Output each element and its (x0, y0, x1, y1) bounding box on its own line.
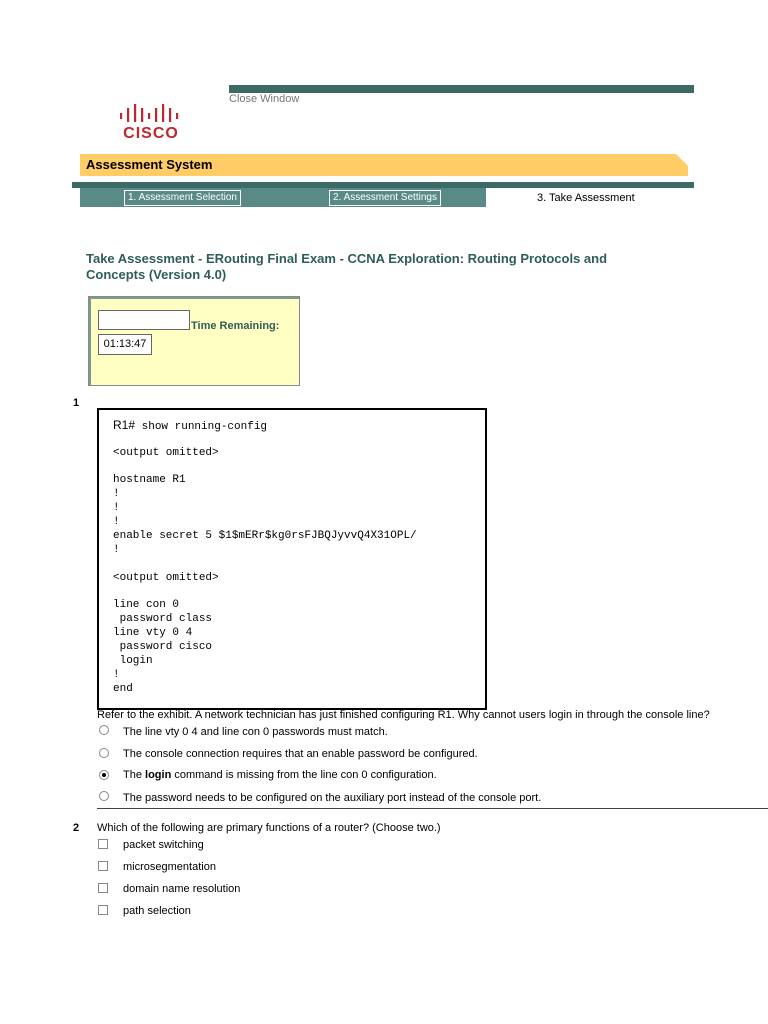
answer-checkbox[interactable] (98, 883, 108, 893)
answer-radio[interactable] (99, 748, 109, 758)
exhibit-line: ! (113, 669, 120, 681)
exhibit-command: show running-config (135, 421, 268, 433)
time-remaining-label: Time Remaining: (191, 320, 280, 332)
answer-option-pre: The (123, 769, 146, 781)
answer-radio[interactable] (99, 725, 109, 735)
page-title: Take Assessment - ERouting Final Exam - CCNA Exploration: Routing Protocols and Concepts (Version 4.0) (86, 251, 608, 282)
exhibit-line: password class (113, 613, 213, 625)
answer-option: packet switching (123, 839, 204, 851)
exhibit-line: end (113, 683, 133, 695)
answer-radio[interactable] (99, 791, 109, 801)
answer-checkbox[interactable] (98, 905, 108, 915)
question-text: Refer to the exhibit. A network technician has just finished configuring R1. Why cannot users login in through the console line? (97, 709, 710, 721)
step-assessment-selection[interactable]: 1. Assessment Selection (124, 190, 241, 206)
exhibit-line: line vty 0 4 (113, 627, 193, 639)
question-divider (97, 808, 768, 809)
answer-option: The line vty 0 4 and line con 0 passwords must match. (123, 726, 388, 738)
answer-option: domain name resolution (123, 883, 241, 895)
close-window-link[interactable]: Close Window (229, 93, 300, 105)
exhibit-line: <output omitted> (113, 572, 219, 584)
answer-option: The console connection requires that an enable password be configured. (123, 748, 478, 760)
answer-option: path selection (123, 905, 191, 917)
exhibit-line: <output omitted> (113, 447, 219, 459)
banner-corner-icon (676, 154, 688, 176)
exhibit-line: login (113, 655, 153, 667)
answer-option-keyword: login (145, 769, 172, 781)
answer-checkbox[interactable] (98, 839, 108, 849)
answer-option: The password needs to be configured on the auxiliary port instead of the console port. (123, 792, 542, 804)
exhibit-line: ! (113, 544, 120, 556)
top-accent-bar (229, 85, 694, 93)
exhibit-line: hostname R1 (113, 474, 186, 486)
answer-checkbox[interactable] (98, 861, 108, 871)
exhibit-line: password cisco (113, 641, 213, 653)
step-assessment-settings[interactable]: 2. Assessment Settings (329, 190, 441, 206)
answer-option: microsegmentation (123, 861, 216, 873)
question-number: 1 (73, 397, 80, 409)
cisco-logo (118, 102, 184, 142)
cisco-wordmark: CISCO (123, 125, 179, 142)
answer-radio-selected[interactable] (99, 770, 109, 780)
question-number: 2 (73, 822, 80, 834)
exhibit-line: ! (113, 516, 120, 528)
question-text: Which of the following are primary functions of a router? (Choose two.) (97, 822, 441, 834)
exhibit-command-line (113, 419, 267, 435)
exhibit-line: line con 0 (113, 599, 180, 611)
answer-option-post: command is missing from the line con 0 configuration. (171, 769, 437, 781)
exhibit-panel (97, 408, 487, 710)
exhibit-line: ! (113, 502, 120, 514)
exhibit-line: enable secret 5 $1$mERr$kg0rsFJBQJyvvQ4X31OPL/ (113, 530, 417, 542)
timer-blank-field (98, 310, 190, 330)
exhibit-line: ! (113, 488, 120, 500)
answer-option (123, 769, 437, 781)
cisco-bars-icon (118, 102, 184, 142)
step-take-assessment: 3. Take Assessment (537, 192, 635, 204)
exhibit-prompt: R1# (113, 418, 136, 432)
time-remaining-value: 01:13:47 (98, 334, 152, 355)
assessment-system-title: Assessment System (86, 157, 213, 172)
